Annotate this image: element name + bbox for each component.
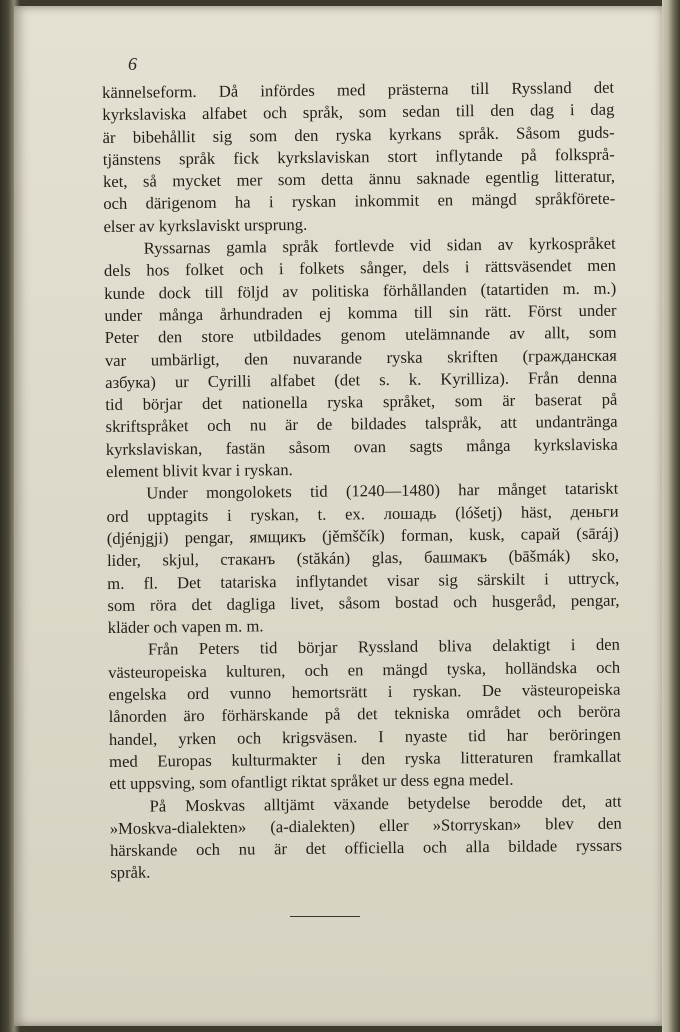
text-line: härskande och nu är det officiella och alla bildade ryssars: [109, 835, 623, 861]
text-line: kunde dock till följd av politiska förhållanden (tatartiden m. m.): [104, 278, 617, 303]
text-line: västeuropeiska kulturen, och en mängd tyska, holländska och: [108, 657, 621, 682]
text-line: »Moskva-dialekten» (a-dialekten) eller »Storryskan» blev den: [109, 813, 622, 838]
text-line: азбука) ur Cyrilli alfabet (det s. k. Kyrilliza). Från denna: [105, 367, 618, 392]
text-line: skriftspråket och nu är de bildades talspråk, att undantränga: [105, 412, 618, 437]
paragraph-1: [102, 77, 616, 238]
text-line: handel, yrken och krigsväsen. I nyaste tid har beröringen: [108, 724, 621, 749]
text-line: tjänstens språk fick kyrkslaviskan stort inflytande på folksprå-: [102, 144, 615, 169]
text-line: och därigenom ha i ryskan inkommit en mängd språkförete-: [103, 189, 616, 214]
text-line: kyrkslaviska alfabet och språk, som sedan till den dag i dag: [102, 99, 615, 125]
text-line: elser av kyrkslaviskt ursprung.: [103, 214, 308, 236]
text-line: engelska ord vunno hemortsrätt i ryskan. De västeuropeiska: [108, 679, 621, 704]
page-edge: [662, 0, 680, 1032]
text-line: Peter den store utbildades genom utelämnande av allt, som: [104, 322, 617, 348]
text-line: Ryssarnas gamla språk fortlevde vid sidan av kyrkospråket: [143, 233, 616, 258]
text-line: språk.: [110, 862, 151, 883]
text-line: dels hos folket och i folkets sånger, dels i rättsväsendet men: [103, 256, 617, 281]
text-line: m. fl. Det tatariska inflytandet visar sig särskilt i uttryck,: [107, 568, 620, 593]
text-line: tid börjar det nationella ryska språket, som är baserat på: [105, 389, 618, 415]
text-line: kyrkslaviskan, fastän såsom ovan sagts många kyrkslaviska: [105, 434, 618, 459]
text-line: Från Peters tid börjar Ryssland bliva delaktigt i den: [147, 635, 621, 659]
paragraph-5: [109, 790, 622, 885]
text-line: ett uppsving, som ofantligt riktat språket ur dess egna medel.: [109, 769, 514, 794]
section-divider: [290, 916, 360, 917]
text-line: under många århundraden ej komma till sin rätt. Först under: [104, 300, 617, 325]
text-line: lånorden äro förhärskande på det tekniska området och beröra: [108, 701, 621, 727]
text-line: ord upptagits i ryskan, t. ex. лошадь (lóšetj) häst, деньги: [106, 501, 619, 526]
text-line: (djénjgji) pengar, ямщикъ (jěmščík) forman, kusk, сарай (sāráj): [106, 523, 619, 548]
text-line: På Moskvas alltjämt växande betydelse berodde det, att: [149, 791, 622, 816]
text-line: var umbärligt, den nuvarande ryska skriften (гражданская: [104, 345, 617, 370]
page-number: 6: [128, 54, 137, 74]
text-line: Under mongolokets tid (1240—1480) har månget tatariskt: [146, 478, 619, 503]
text-line: kännelseform. Då infördes med prästerna till Ryssland det: [102, 77, 615, 102]
text-line: ket, så mycket mer som detta ännu saknade egentlig litteratur,: [102, 166, 616, 192]
text-line: som röra det dagliga livet, såsom bostad och husgeråd, pengar,: [107, 590, 620, 615]
text-line: kläder och vapen m. m.: [107, 616, 264, 638]
text-line: med Europas kulturmakter i den ryska litteraturen framkallat: [109, 746, 622, 771]
text-line: lider, skjul, стаканъ (stăkán) glas, башмакъ (bāšmák) sko,: [106, 545, 620, 571]
paragraph-4: [108, 634, 622, 795]
paragraph-3: [106, 478, 620, 639]
text-line: element blivit kvar i ryskan.: [105, 460, 293, 482]
paragraph-2: [104, 233, 619, 484]
body-text: [102, 77, 622, 885]
book-page: [14, 6, 664, 1026]
text-line: är bibehållit sig som den ryska kyrkans språk. Såsom guds-: [102, 122, 615, 147]
